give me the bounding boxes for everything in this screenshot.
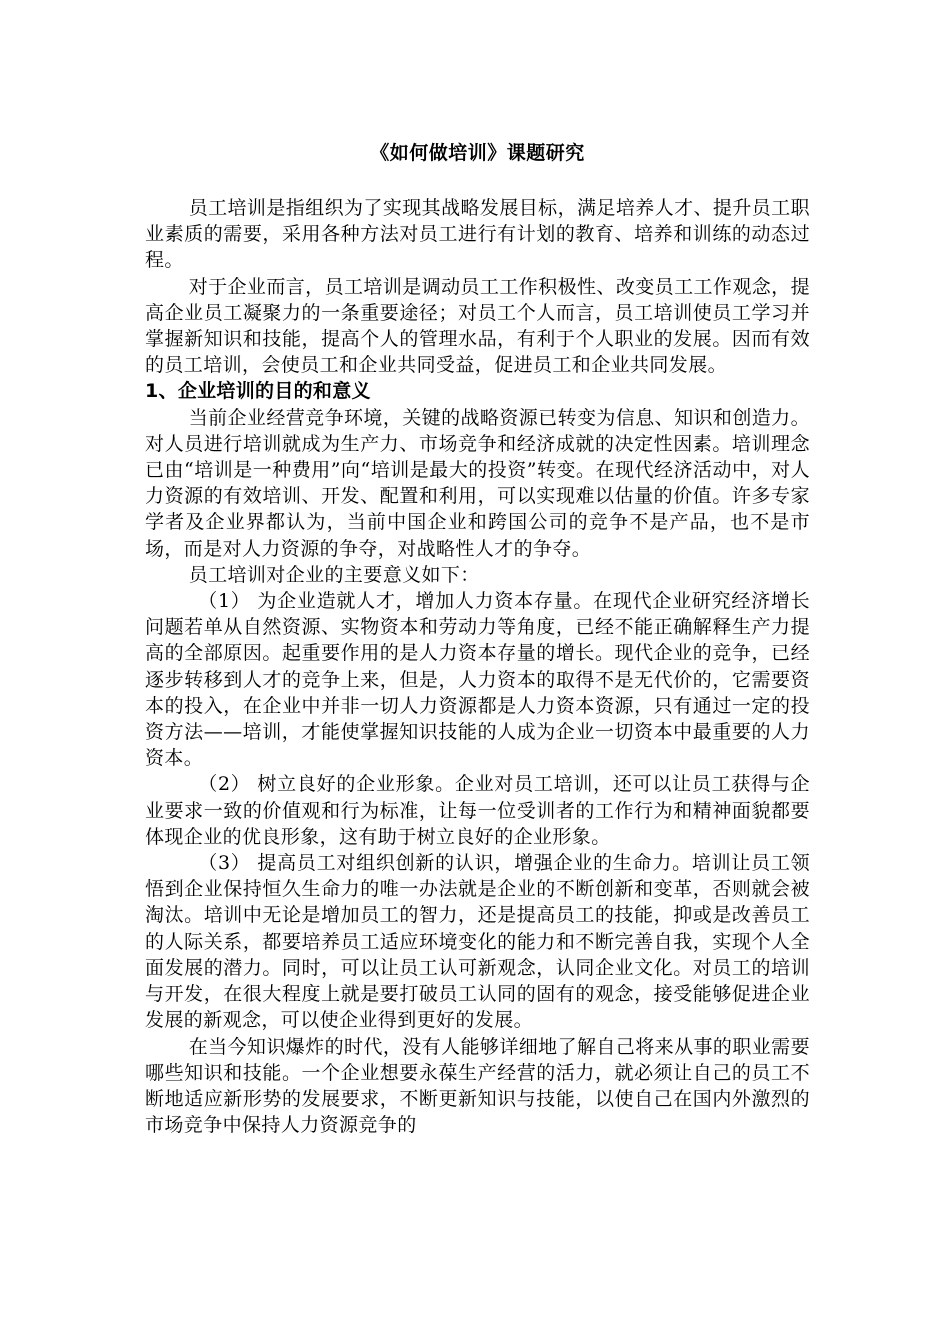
- section1-paragraph-2: 员工培训对企业的主要意义如下：: [188, 563, 480, 586]
- intro-paragraph-2: 对于企业而言，员工培训是调动员工工作积极性、改变员工工作观念，提高企业员工凝聚力的一条重要途径；对员工个人而言，员工培训使员工学习并掌握新知识和技能，提高个人的管理水品，有利于个人职业的发展。因而有效的员工培训，会使员工和企业共同受益，促进员工和企业共同发展。: [145, 275, 810, 377]
- section1-paragraph-1: 当前企业经营竞争环境，关键的战略资源已转变为信息、知识和创造力。对人员进行培训就成为生产力、市场竞争和经济成就的决定性因素。培训理念已由“培训是一种费用”向“培训是最大的投资”转变。在现代经济活动中，对人力资源的有效培训、开发、配置和利用，可以实现难以估量的价值。许多专家学者及企业界都认为，当前中国企业和跨国公司的竞争不是产品，也不是市场，而是对人力资源的争夺，对战略性人才的争夺。: [145, 406, 810, 560]
- section1-paragraph-3: 在当今知识爆炸的时代，没有人能够详细地了解自己将来从事的职业需要哪些知识和技能。一个企业想要永葆生产经营的活力，就必须让自己的员工不断地适应新形势的发展要求，不断更新知识与技能，以使自己在国内外激烈的市场竞争中保持人力资源竞争的: [145, 1035, 810, 1137]
- document-title: 《如何做培训》课题研究: [370, 142, 585, 164]
- section-heading-1: 1、企业培训的目的和意义: [145, 380, 371, 403]
- document-body: [145, 140, 810, 1138]
- intro-paragraph-1: 员工培训是指组织为了实现其战略发展目标，满足培养人才、提升员工职业素质的需要，采用各种方法对员工进行有计划的教育、培养和训练的动态过程。: [145, 197, 810, 272]
- section1-item-3: （3） 提高员工对组织创新的认识，增强企业的生命力。培训让员工领悟到企业保持恒久生命力的唯一办法就是企业的不断创新和变革，否则就会被淘汰。培训中无论是增加员工的智力，还是提高员工的技能，抑或是改善员工的人际关系，都要培养员工适应环境变化的能力和不断完善自我，实现个人全面发展的潜力。同时，可以让员工认可新观念，认同企业文化。对员工的培训与开发，在很大程度上就是要打破员工认同的固有的观念，接受能够促进企业发展的新观念，可以使企业得到更好的发展。: [145, 852, 810, 1032]
- section1-item-1: （1） 为企业造就人才，增加人力资本存量。在现代企业研究经济增长问题若单从自然资源、实物资本和劳动力等角度，已经不能正确解释生产力提高的全部原因。起重要作用的是人力资本存量的增长。现代企业的竞争，已经逐步转移到人才的竞争上来，但是，人力资本的取得不是无代价的，它需要资本的投入，在企业中并非一切人力资源都是人力资本资源，只有通过一定的投资方法——培训，才能使掌握知识技能的人成为企业一切资本中最重要的人力资本。: [145, 590, 810, 770]
- section1-item-2: （2） 树立良好的企业形象。企业对员工培训，还可以让员工获得与企业要求一致的价值观和行为标准，让每一位受训者的工作行为和精神面貌都要体现企业的优良形象，这有助于树立良好的企业形象。: [145, 773, 810, 848]
